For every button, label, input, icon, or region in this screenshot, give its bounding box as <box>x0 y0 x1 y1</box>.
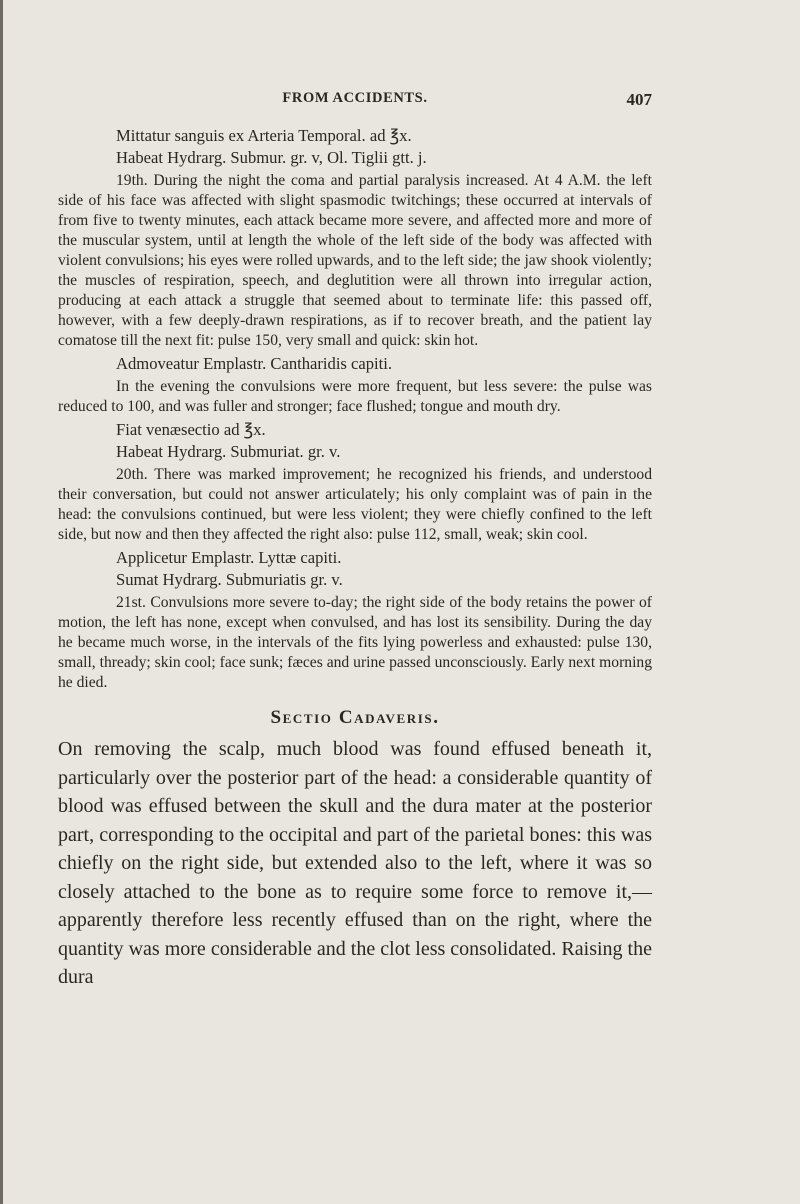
section-heading: Sectio Cadaveris. <box>270 707 440 728</box>
paragraph: 20th. There was marked improvement; he recognized his friends, and understood their conversation, but could not answer articulately; his only complaint was of pain in the head: the convulsions continued, but were less violent; they were chiefly confined to the left side, but now and then they affected the right also: pulse 112, small, weak; skin cool. <box>58 466 652 543</box>
prescription-line: Mittatur sanguis ex Arteria Temporal. ad ℥x. <box>116 126 412 145</box>
page-body <box>58 124 652 992</box>
prescription-line: Applicetur Emplastr. Lyttæ capiti. <box>116 548 342 567</box>
page-number: 407 <box>626 90 652 109</box>
page-header <box>58 90 652 114</box>
page-edge <box>0 0 3 1204</box>
paragraph-large: On removing the scalp, much blood was found effused beneath it, particularly over the posterior part of the head: a considerable quantity of blood was effused between the skull and the dura mater at the posterior part, corresponding to the occipital and part of the parietal bones: this was chiefly on the right side, but extended also to the left, where it was so closely attached to the bone as to require some force to remove it,—apparently therefore less recently effused than on the right, where the quantity was more considerable and the clot less consolidated. Raising the dura <box>58 738 652 988</box>
prescription-line: Habeat Hydrarg. Submur. gr. v, Ol. Tiglii gtt. j. <box>116 148 427 167</box>
prescription-line: Habeat Hydrarg. Submuriat. gr. v. <box>116 442 341 461</box>
paragraph: 21st. Convulsions more severe to-day; the right side of the body retains the power of motion, the left has none, except when convulsed, and has lost its sensibility. During the day he became much worse, in the intervals of the fits lying powerless and exhausted: pulse 130, small, thready; skin cool; face sunk; fæces and urine passed unconsciously. Early next morning he died. <box>58 594 652 691</box>
prescription-line: Admoveatur Emplastr. Cantharidis capiti. <box>116 354 393 373</box>
running-head: FROM ACCIDENTS. <box>282 90 428 106</box>
paragraph: 19th. During the night the coma and partial paralysis increased. At 4 A.M. the left side of his face was affected with slight spasmodic twitchings; these occurred at intervals of from five to twenty minutes, each attack became more severe, and affected more and more of the muscular system, until at length the whole of the left side of the body was affected with violent convulsions; his eyes were rolled upwards, and to the left side; the jaw shook violently; the muscles of respiration, speech, and deglutition were all thrown into irregular action, producing at each attack a struggle that seemed about to terminate life: this passed off, however, with a few deeply-drawn respirations, as if to recover breath, and the patient lay comatose till the next fit: pulse 150, very small and quick: skin hot. <box>58 172 652 349</box>
prescription-line: Sumat Hydrarg. Submuriatis gr. v. <box>116 570 343 589</box>
paragraph: In the evening the convulsions were more frequent, but less severe: the pulse was reduced to 100, and was fuller and stronger; face flushed; tongue and mouth dry. <box>58 378 652 415</box>
prescription-line: Fiat venæsectio ad ℥x. <box>116 420 266 439</box>
